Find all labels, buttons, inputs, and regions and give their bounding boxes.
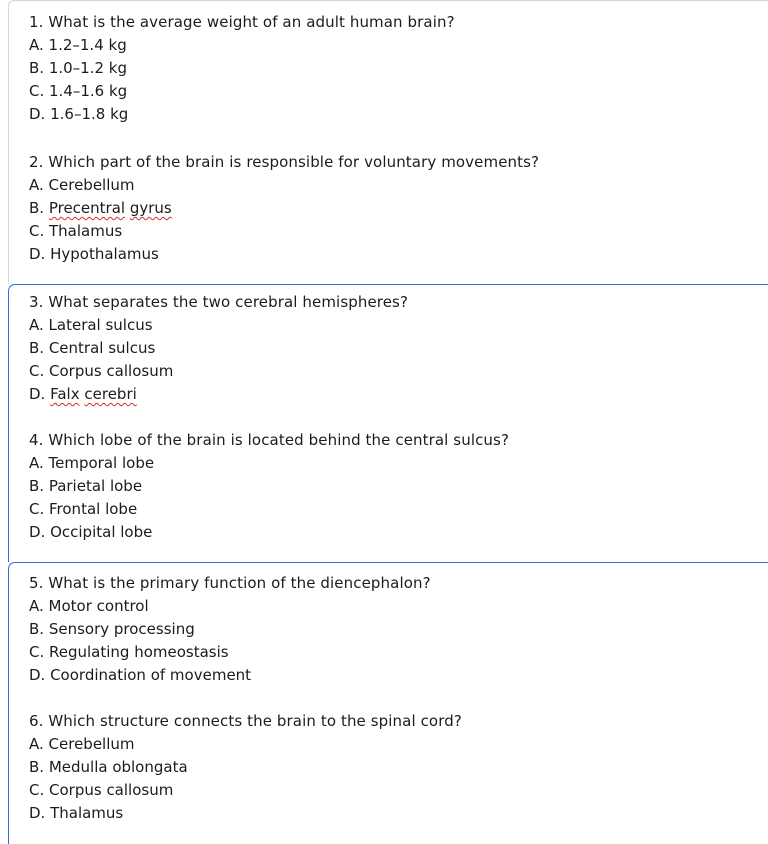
question-4-option-d: D. Occipital lobe — [29, 523, 153, 541]
question-4-option-b: B. Parietal lobe — [29, 477, 143, 495]
question-3-option-d-prefix: D. — [29, 385, 51, 403]
question-6-option-c: C. Corpus callosum — [29, 781, 174, 799]
question-5-option-d: D. Coordination of movement — [29, 666, 252, 684]
question-block-3[interactable] — [8, 562, 768, 844]
question-2-option-b-prefix: B. — [29, 199, 49, 217]
question-2-option-a: A. Cerebellum — [29, 176, 135, 194]
question-1-option-c: C. 1.4–1.6 kg — [29, 82, 128, 100]
question-5-option-c: C. Regulating homeostasis — [29, 643, 229, 661]
question-3-option-a: A. Lateral sulcus — [29, 316, 153, 334]
question-2-option-b — [29, 197, 172, 220]
question-4-option-a: A. Temporal lobe — [29, 454, 155, 472]
question-3-option-b: B. Central sulcus — [29, 339, 156, 357]
question-5-stem: 5. What is the primary function of the diencephalon? — [29, 574, 431, 592]
question-block-1[interactable] — [8, 0, 768, 284]
question-6-option-d: D. Thalamus — [29, 804, 124, 822]
question-1-option-a: A. 1.2–1.4 kg — [29, 36, 127, 54]
spellcheck-flagged-word[interactable]: gyrus — [129, 199, 172, 217]
question-6-option-a: A. Cerebellum — [29, 735, 135, 753]
question-6-stem: 6. Which structure connects the brain to the spinal cord? — [29, 712, 462, 730]
question-1-option-b: B. 1.0–1.2 kg — [29, 59, 128, 77]
question-1-stem: 1. What is the average weight of an adult human brain? — [29, 13, 455, 31]
spellcheck-flagged-word[interactable]: Falx — [50, 385, 80, 403]
question-5-option-a: A. Motor control — [29, 597, 149, 615]
question-3-stem: 3. What separates the two cerebral hemispheres? — [29, 293, 409, 311]
question-6-option-b: B. Medulla oblongata — [29, 758, 188, 776]
question-4-stem: 4. Which lobe of the brain is located behind the central sulcus? — [29, 431, 510, 449]
question-3-option-d — [29, 383, 137, 406]
question-2-option-d: D. Hypothalamus — [29, 245, 159, 263]
question-1-option-d: D. 1.6–1.8 kg — [29, 105, 129, 123]
spellcheck-flagged-word[interactable]: Precentral — [48, 199, 126, 217]
question-5-option-b: B. Sensory processing — [29, 620, 195, 638]
question-2-stem: 2. Which part of the brain is responsible for voluntary movements? — [29, 153, 540, 171]
spellcheck-flagged-word[interactable]: cerebri — [84, 385, 137, 403]
question-3-option-c: C. Corpus callosum — [29, 362, 174, 380]
question-2-option-c: C. Thalamus — [29, 222, 123, 240]
question-block-2[interactable] — [8, 284, 768, 562]
question-4-option-c: C. Frontal lobe — [29, 500, 138, 518]
